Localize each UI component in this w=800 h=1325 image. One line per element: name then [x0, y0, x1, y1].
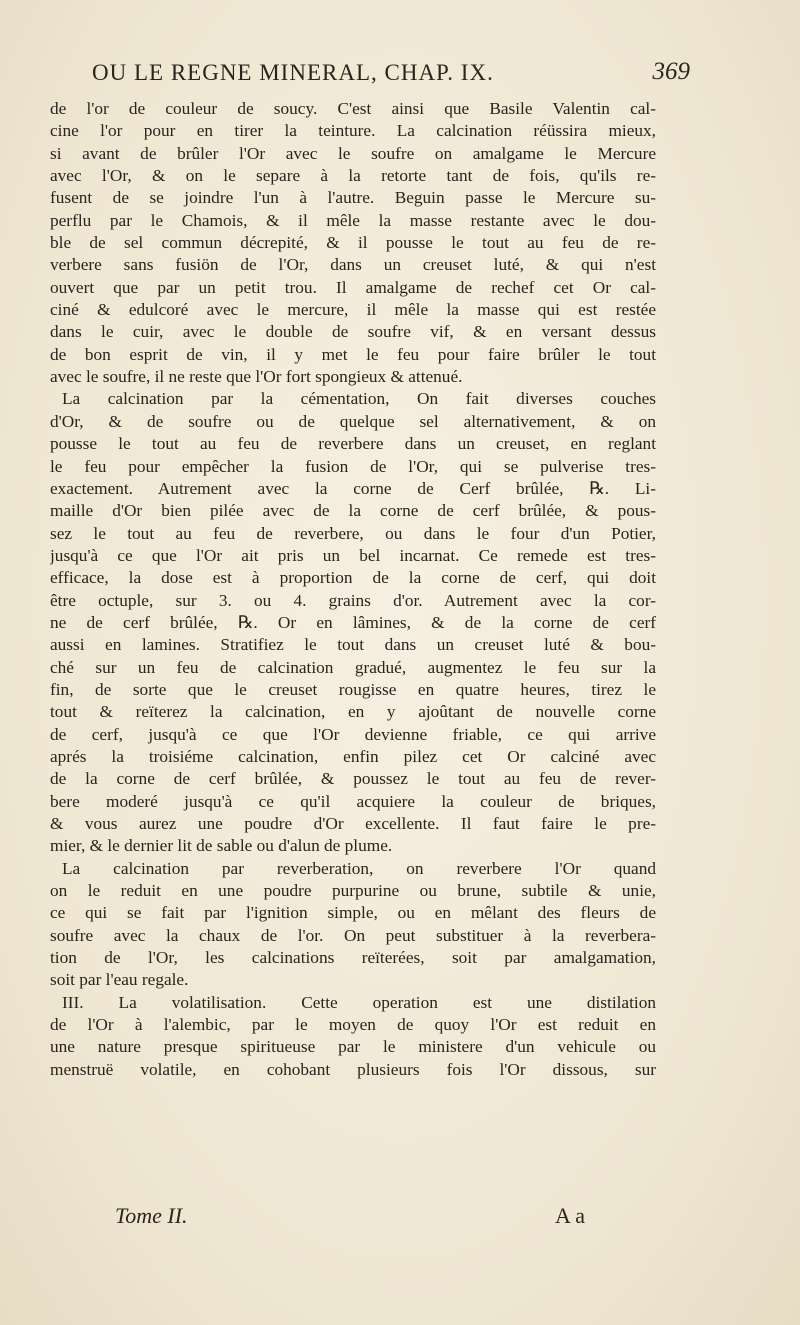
volume-label: Tome II.	[115, 1203, 188, 1228]
text-line: ble de sel commun décrepité, & il pousse le tout au feu de re-	[50, 233, 656, 253]
text-line: ouvert que par un petit trou. Il amalgame de rechef cet Or cal-	[50, 277, 656, 297]
text-line: être octuple, sur 3. ou 4. grains d'or. Autrement avec la cor-	[50, 590, 656, 610]
text-line: d'Or, & de soufre ou de quelque sel alternativement, & on	[50, 411, 656, 431]
text-line: & vous aurez une poudre d'Or excellente. Il faut faire le pre-	[50, 814, 656, 833]
text-line: mier, & le dernier lit de sable ou d'alun de plume.	[50, 836, 393, 856]
text-line: tout & reïterez la calcination, en y ajoûtant de nouvelle corne	[50, 702, 656, 722]
text-line: sez le tout au feu de reverbere, ou dans le four d'un Potier,	[50, 523, 656, 543]
text-line: pousse le tout au feu de reverbere dans un creuset, en reglant	[50, 434, 656, 454]
text-line: de l'Or à l'alembic, par le moyen de quoy l'Or est reduit en	[50, 1015, 656, 1035]
text-line: avec l'Or, & on le separe à la retorte tant de fois, qu'ils re-	[50, 166, 656, 186]
text-line: soufre avec la chaux de l'or. On peut substituer à la reverbera-	[50, 925, 656, 945]
text-line: efficace, la dose est à proportion de la corne de cerf, qui doit	[50, 568, 656, 588]
text-line: fin, de sorte que le creuset rougisse en quatre heures, tirez le	[50, 679, 656, 699]
text-line: si avant de brûler l'Or avec le soufre on amalgame le Mercure	[50, 143, 656, 163]
text-line: avec le soufre, il ne reste que l'Or fort spongieux & attenué.	[50, 367, 463, 387]
signature-mark: A a	[555, 1203, 585, 1228]
text-line: dans le cuir, avec le double de soufre vif, & en versant dessus	[50, 322, 656, 342]
text-line: jusqu'à ce que l'Or ait pris un bel incarnat. Ce remede est tres-	[50, 545, 656, 565]
page-footer	[115, 1203, 585, 1233]
text-line: verbere sans fusiön de l'Or, dans un creuset luté, & qui n'est	[50, 255, 656, 275]
text-line: le feu pour empêcher la fusion de l'Or, qui se pulverise tres-	[50, 456, 656, 476]
text-line: de l'or de couleur de soucy. C'est ainsi que Basile Valentin cal-	[50, 99, 656, 118]
text-line: cine l'or pour en tirer la teinture. La calcination réüssira mieux,	[50, 121, 656, 141]
text-line: La calcination par reverberation, on reverbere l'Or quand	[62, 858, 656, 878]
text-line: on le reduit en une poudre purpurine ou brune, subtile & unie,	[50, 881, 656, 901]
page-number: 369	[652, 58, 690, 85]
text-line: soit par l'eau regale.	[50, 970, 189, 990]
text-line: une nature presque spiritueuse par le ministere d'un vehicule ou	[50, 1037, 656, 1057]
body-text	[50, 98, 656, 1081]
text-line: de la corne de cerf brûlée, & poussez le tout au feu de rever-	[50, 769, 656, 789]
text-line: La calcination par la cémentation, On fait diverses couches	[62, 389, 656, 409]
text-line: ce qui se fait par l'ignition simple, ou en mêlant des fleurs de	[50, 903, 656, 923]
text-line: de cerf, jusqu'à ce que l'Or devienne friable, ce qui arrive	[50, 724, 656, 744]
text-line: de bon esprit de vin, il y met le feu pour faire brûler le tout	[50, 344, 656, 364]
text-line: perflu par le Chamois, & il mêle la masse restante avec le dou-	[50, 210, 656, 230]
running-head	[92, 58, 690, 90]
text-line: ché sur un feu de calcination gradué, augmentez le feu sur la	[50, 657, 656, 677]
text-line: maille d'Or bien pilée avec de la corne de cerf brûlée, & pous-	[50, 501, 656, 521]
text-line: bere moderé jusqu'à ce qu'il acquiere la couleur de briques,	[50, 791, 656, 811]
text-line: aprés la troisiéme calcination, enfin pilez cet Or calciné avec	[50, 746, 656, 766]
text-line: ne de cerf brûlée, ℞. Or en lâmines, & de la corne de cerf	[50, 612, 656, 632]
running-head-title: OU LE REGNE MINERAL, CHAP. IX.	[92, 60, 494, 85]
text-line: tion de l'Or, les calcinations reïterées, soit par amalgamation,	[50, 948, 656, 968]
text-line: fusent de se joindre l'un à l'autre. Beguin passe le Mercure su-	[50, 188, 656, 208]
text-line: ciné & edulcoré avec le mercure, il mêle la masse qui est restée	[50, 300, 656, 320]
text-line: III. La volatilisation. Cette operation est une distilation	[62, 992, 656, 1012]
text-line: aussi en lamines. Stratifiez le tout dans un creuset luté & bou-	[50, 635, 656, 655]
text-line: exactement. Autrement avec la corne de Cerf brûlée, ℞. Li-	[50, 478, 656, 498]
text-line: menstruë volatile, en cohobant plusieurs fois l'Or dissous, sur	[50, 1059, 656, 1079]
